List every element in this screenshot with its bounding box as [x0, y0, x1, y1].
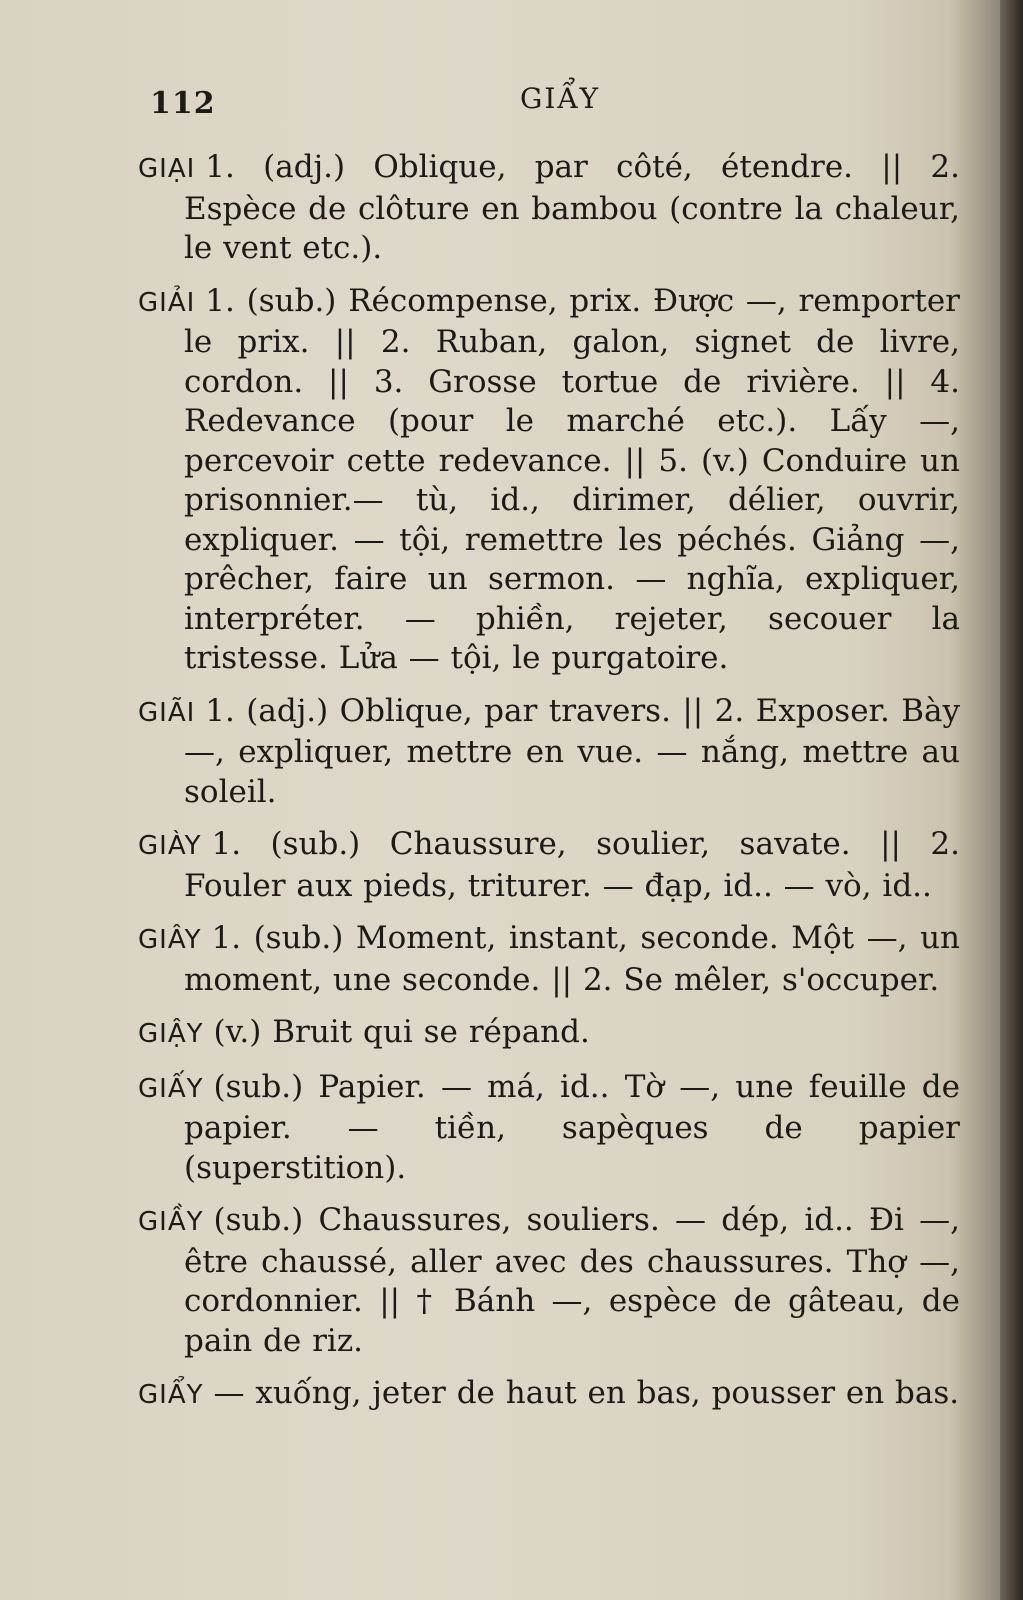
- dictionary-entry: [138, 919, 960, 1000]
- dictionary-entry: [138, 1013, 960, 1055]
- running-head-word: GIẨY: [520, 82, 601, 115]
- entry-headword: GIÀY: [138, 831, 202, 861]
- entry-headword: GIẢI: [138, 287, 196, 318]
- definition-text: 1. (adj.) Oblique, par travers. || 2. Exposer. Bày —, expliquer, mettre en vue. — nắng, mettre au soleil.: [184, 692, 960, 810]
- entry-headword: GIÂY: [138, 925, 202, 955]
- dictionary-entry: [138, 148, 960, 269]
- page-number: 112: [150, 86, 216, 121]
- definition-text: 1. (sub.) Récompense, prix. Được —, remporter le prix. || 2. Ruban, galon, signet de livre, cordon. || 3. Grosse tortue de rivière. || 4. Redevance (pour le marché etc.). Lấy —, percevoir cette redevance. || 5. (v.) Conduire un prisonnier.— tù, id., dirimer, délier, ouvrir, expliquer. — tội, remettre les péchés. Giảng —, prêcher, faire un sermon. — nghĩa, expliquer, interpréter. — phiền, rejeter, secouer la tristesse. Lửa — tội, le purgatoire.: [184, 282, 960, 676]
- dictionary-entry: [138, 282, 960, 679]
- definition-text: (v.) Bruit qui se répand.: [213, 1014, 590, 1050]
- entry-headword: GIẬY: [138, 1019, 204, 1049]
- definition-text: 1. (sub.) Moment, instant, seconde. Một —, un moment, une seconde. || 2. Se mêler, s'occuper.: [184, 920, 960, 998]
- dictionary-entry: [138, 1201, 960, 1361]
- book-spine-shadow: [1000, 0, 1023, 1600]
- definition-text: (sub.) Chaussures, souliers. — dép, id.. Đi —, être chaussé, aller avec des chaussures. Thợ —, cordonnier. || † Bánh —, espèce de gâteau, de pain de riz.: [184, 1202, 960, 1359]
- entry-headword: GIẤY: [138, 1073, 204, 1104]
- running-head: [150, 78, 601, 128]
- dictionary-entry: [138, 825, 960, 906]
- dictionary-entry: [138, 1374, 960, 1416]
- entry-headword: GIẠI: [138, 154, 196, 184]
- dictionary-entry: [138, 1068, 960, 1189]
- dictionary-entry: [138, 692, 960, 813]
- definition-text: — xuống, jeter de haut en bas, pousser en bas.: [213, 1375, 960, 1411]
- entry-headword: GIẦY: [138, 1207, 204, 1237]
- definition-text: 1. (sub.) Chaussure, soulier, savate. || 2. Fouler aux pieds, triturer. — đạp, id.. — vò, id..: [184, 826, 960, 904]
- definition-text: (sub.) Papier. — má, id.. Tờ —, une feuille de papier. — tiền, sapèques de papier (superstition).: [184, 1068, 960, 1186]
- entry-list: [138, 148, 960, 1429]
- entry-headword: GIÃI: [138, 697, 196, 728]
- definition-text: 1. (adj.) Oblique, par côté, étendre. || 2. Espèce de clôture en bambou (contre la chaleur, le vent etc.).: [184, 149, 960, 266]
- entry-headword: GIẨY: [138, 1380, 204, 1410]
